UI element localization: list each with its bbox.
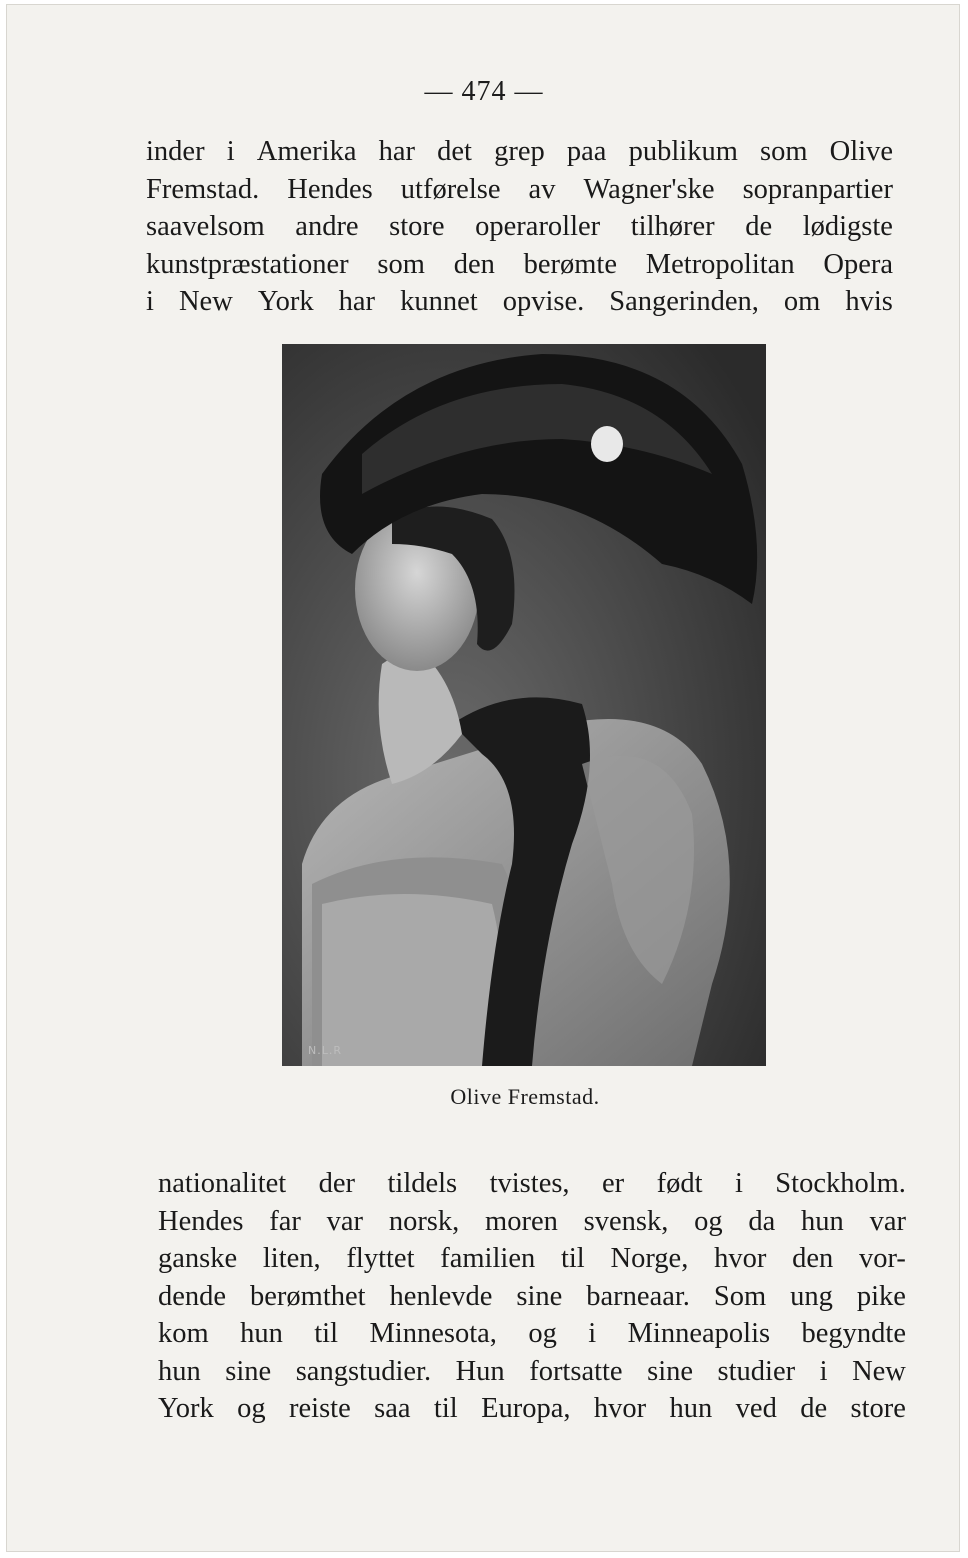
text-line: dende berømthet henlevde sine barneaar. Som ung pike <box>158 1280 906 1312</box>
text-line: saavelsom andre store operaroller tilhører de lødigste <box>146 211 893 242</box>
paragraph-bottom <box>158 1165 906 1428</box>
paragraph-top <box>146 133 893 321</box>
text-line: kunstpræstationer som den berømte Metropolitan Opera <box>146 248 893 280</box>
photo-caption: Olive Fremstad. <box>450 1084 600 1109</box>
text-line: i New York har kunnet opvise. Sangerinden, om hvis <box>146 286 893 317</box>
text-line: ganske liten, flyttet familien til Norge, hvor den vor- <box>158 1243 906 1274</box>
text-line: hun sine sangstudier. Hun fortsatte sine studier i New <box>158 1355 906 1387</box>
text-line: kom hun til Minnesota, og i Minneapolis begyndte <box>158 1318 906 1349</box>
text-line: York og reiste saa til Europa, hvor hun ved de store <box>158 1393 906 1424</box>
portrait-photo <box>282 344 766 1066</box>
text-line: inder i Amerika har det grep paa publikum som Olive <box>146 136 893 167</box>
photo-mark: N.L.R <box>308 1044 342 1057</box>
page-number: — 474 — <box>424 76 544 107</box>
text-line: nationalitet der tildels tvistes, er født i Stockholm. <box>158 1168 906 1199</box>
text-line: Fremstad. Hendes utførelse av Wagner'ske sopranpartier <box>146 173 893 205</box>
text-line: Hendes far var norsk, moren svensk, og da hun var <box>158 1205 906 1237</box>
portrait-image <box>282 344 766 1066</box>
